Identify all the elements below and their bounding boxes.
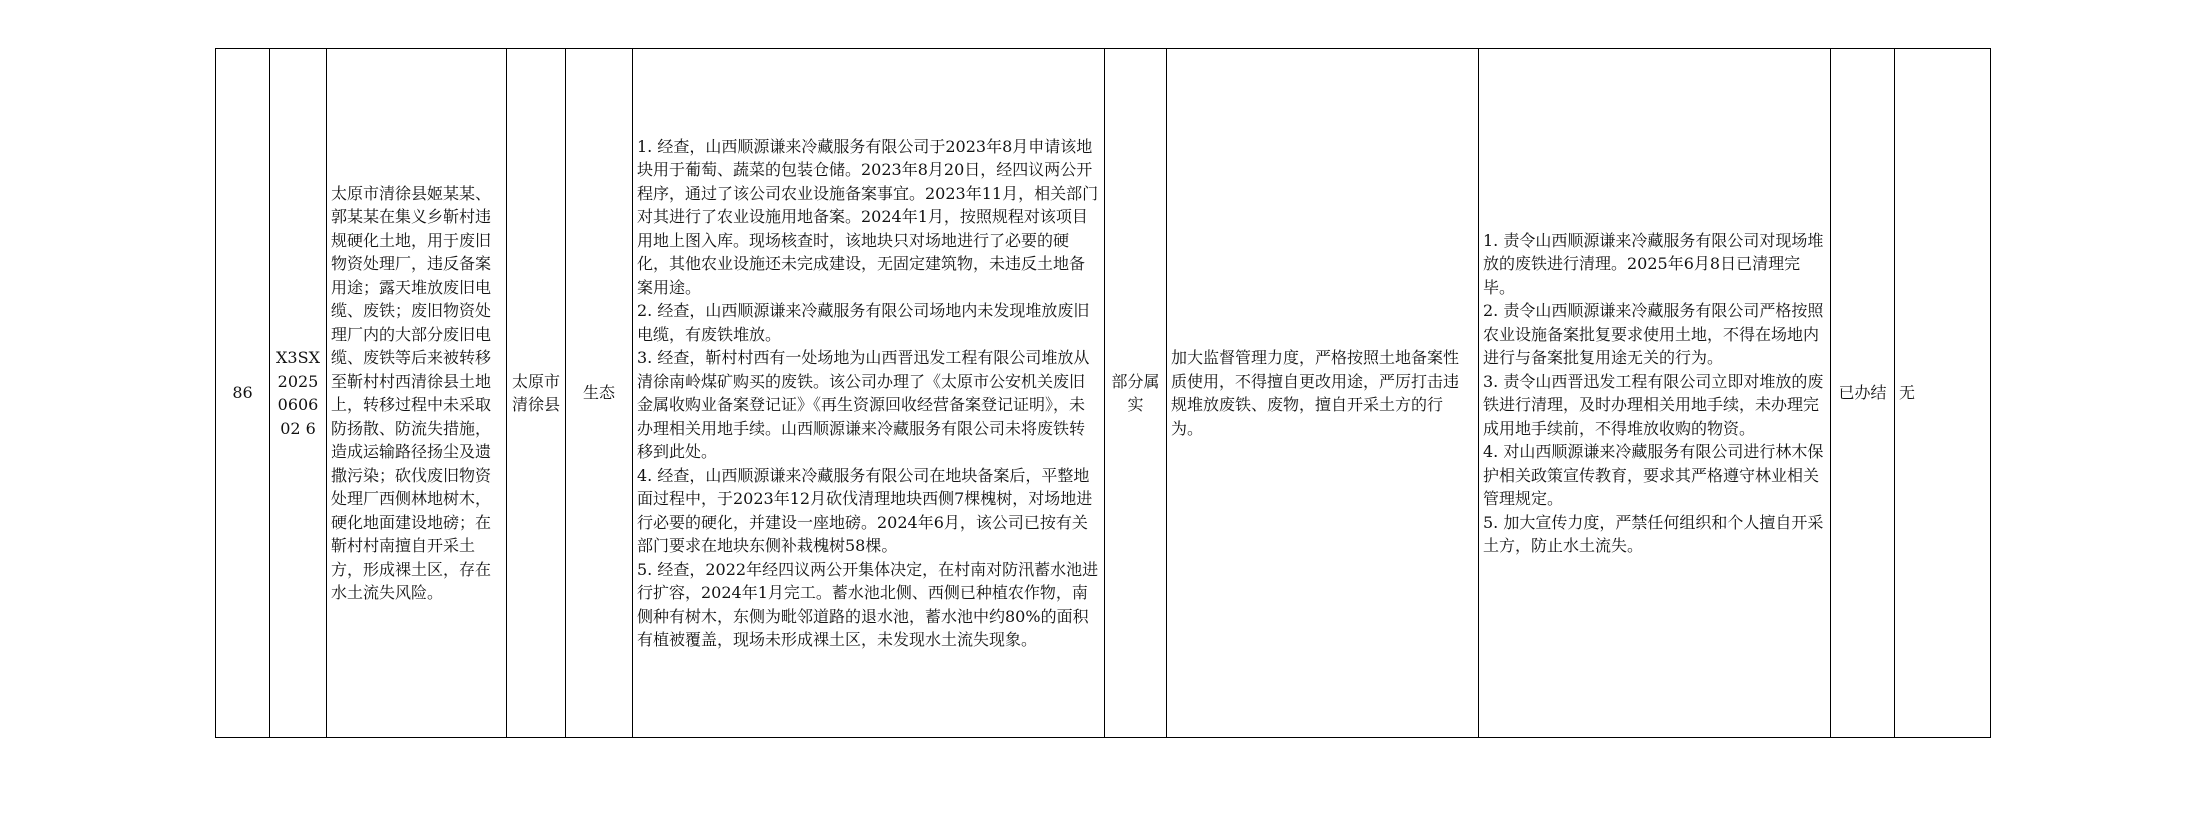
category-cell: 生态 xyxy=(566,49,633,738)
verdict-cell: 部分属实 xyxy=(1105,49,1167,738)
next-steps-cell: 加大监督管理力度，严格按照土地备案性质使用，不得擅自更改用途，严厉打击违规堆放废铁、废物，擅自开采土方的行为。 xyxy=(1167,49,1479,738)
region-cell: 太原市清徐县 xyxy=(507,49,566,738)
table-row xyxy=(216,49,1991,738)
issue-description-cell: 太原市清徐县姬某某、郭某某在集义乡靳村违规硬化土地，用于废旧物资处理厂，违反备案用途；露天堆放废旧电缆、废铁；废旧物资处理厂内的大部分废旧电缆、废铁等后来被转移至靳村村西清徐县土地上，转移过程中未采取防扬散、防流失措施，造成运输路径扬尘及遗撒污染；砍伐废旧物资处理厂西侧林地树木，硬化地面建设地磅；在靳村村南擅自开采土方，形成裸土区，存在水土流失风险。 xyxy=(327,49,507,738)
case-table xyxy=(215,48,1991,738)
status-cell: 已办结 xyxy=(1831,49,1895,738)
accountability-cell: 无 xyxy=(1895,49,1991,738)
rectification-cell: 1. 责令山西顺源谦来冷藏服务有限公司对现场堆放的废铁进行清理。2025年6月8日已清理完毕。 2. 责令山西顺源谦来冷藏服务有限公司严格按照农业设施备案批复要求使用土地，不得在场地内进行与备案批复用途无关的行为。 3. 责令山西晋迅发工程有限公司立即对堆放的废铁进行清理，及时办理相关用地手续，未办理完成用地手续前，不得堆放收购的物资。 4. 对山西顺源谦来冷藏服务有限公司进行林木保护相关政策宣传教育，要求其严格遵守林业相关管理规定。 5. 加大宣传力度，严禁任何组织和个人擅自开采土方，防止水土流失。 xyxy=(1479,49,1831,738)
seq-number-cell: 86 xyxy=(216,49,270,738)
investigation-findings-cell: 1. 经查，山西顺源谦来冷藏服务有限公司于2023年8月申请该地块用于葡萄、蔬菜的包装仓储。2023年8月20日，经四议两公开程序，通过了该公司农业设施备案事宜。2023年11月，相关部门对其进行了农业设施用地备案。2024年1月，按照规程对该项目用地上图入库。现场核查时，该地块只对场地进行了必要的硬化，其他农业设施还未完成建设，无固定建筑物，未违反土地备案用途。 2. 经查，山西顺源谦来冷藏服务有限公司场地内未发现堆放废旧电缆，有废铁堆放。 3. 经查，靳村村西有一处场地为山西晋迅发工程有限公司堆放从清徐南岭煤矿购买的废铁。该公司办理了《太原市公安机关废旧金属收购业备案登记证》《再生资源回收经营备案登记证明》，未办理相关用地手续。山西顺源谦来冷藏服务有限公司未将废铁转移到此处。 4. 经查，山西顺源谦来冷藏服务有限公司在地块备案后，平整地面过程中，于2023年12月砍伐清理地块西侧7棵槐树，对场地进行必要的硬化，并建设一座地磅。2024年6月，该公司已按有关部门要求在地块东侧补栽槐树58棵。 5. 经查，2022年经四议两公开集体决定，在村南对防汛蓄水池进行扩容，2024年1月完工。蓄水池北侧、西侧已种植农作物，南侧种有树木，东侧为毗邻道路的退水池，蓄水池中约80%的面积有植被覆盖，现场未形成裸土区，未发现水土流失现象。 xyxy=(633,49,1105,738)
case-code-cell: X3SX2025060602 6 xyxy=(270,49,327,738)
